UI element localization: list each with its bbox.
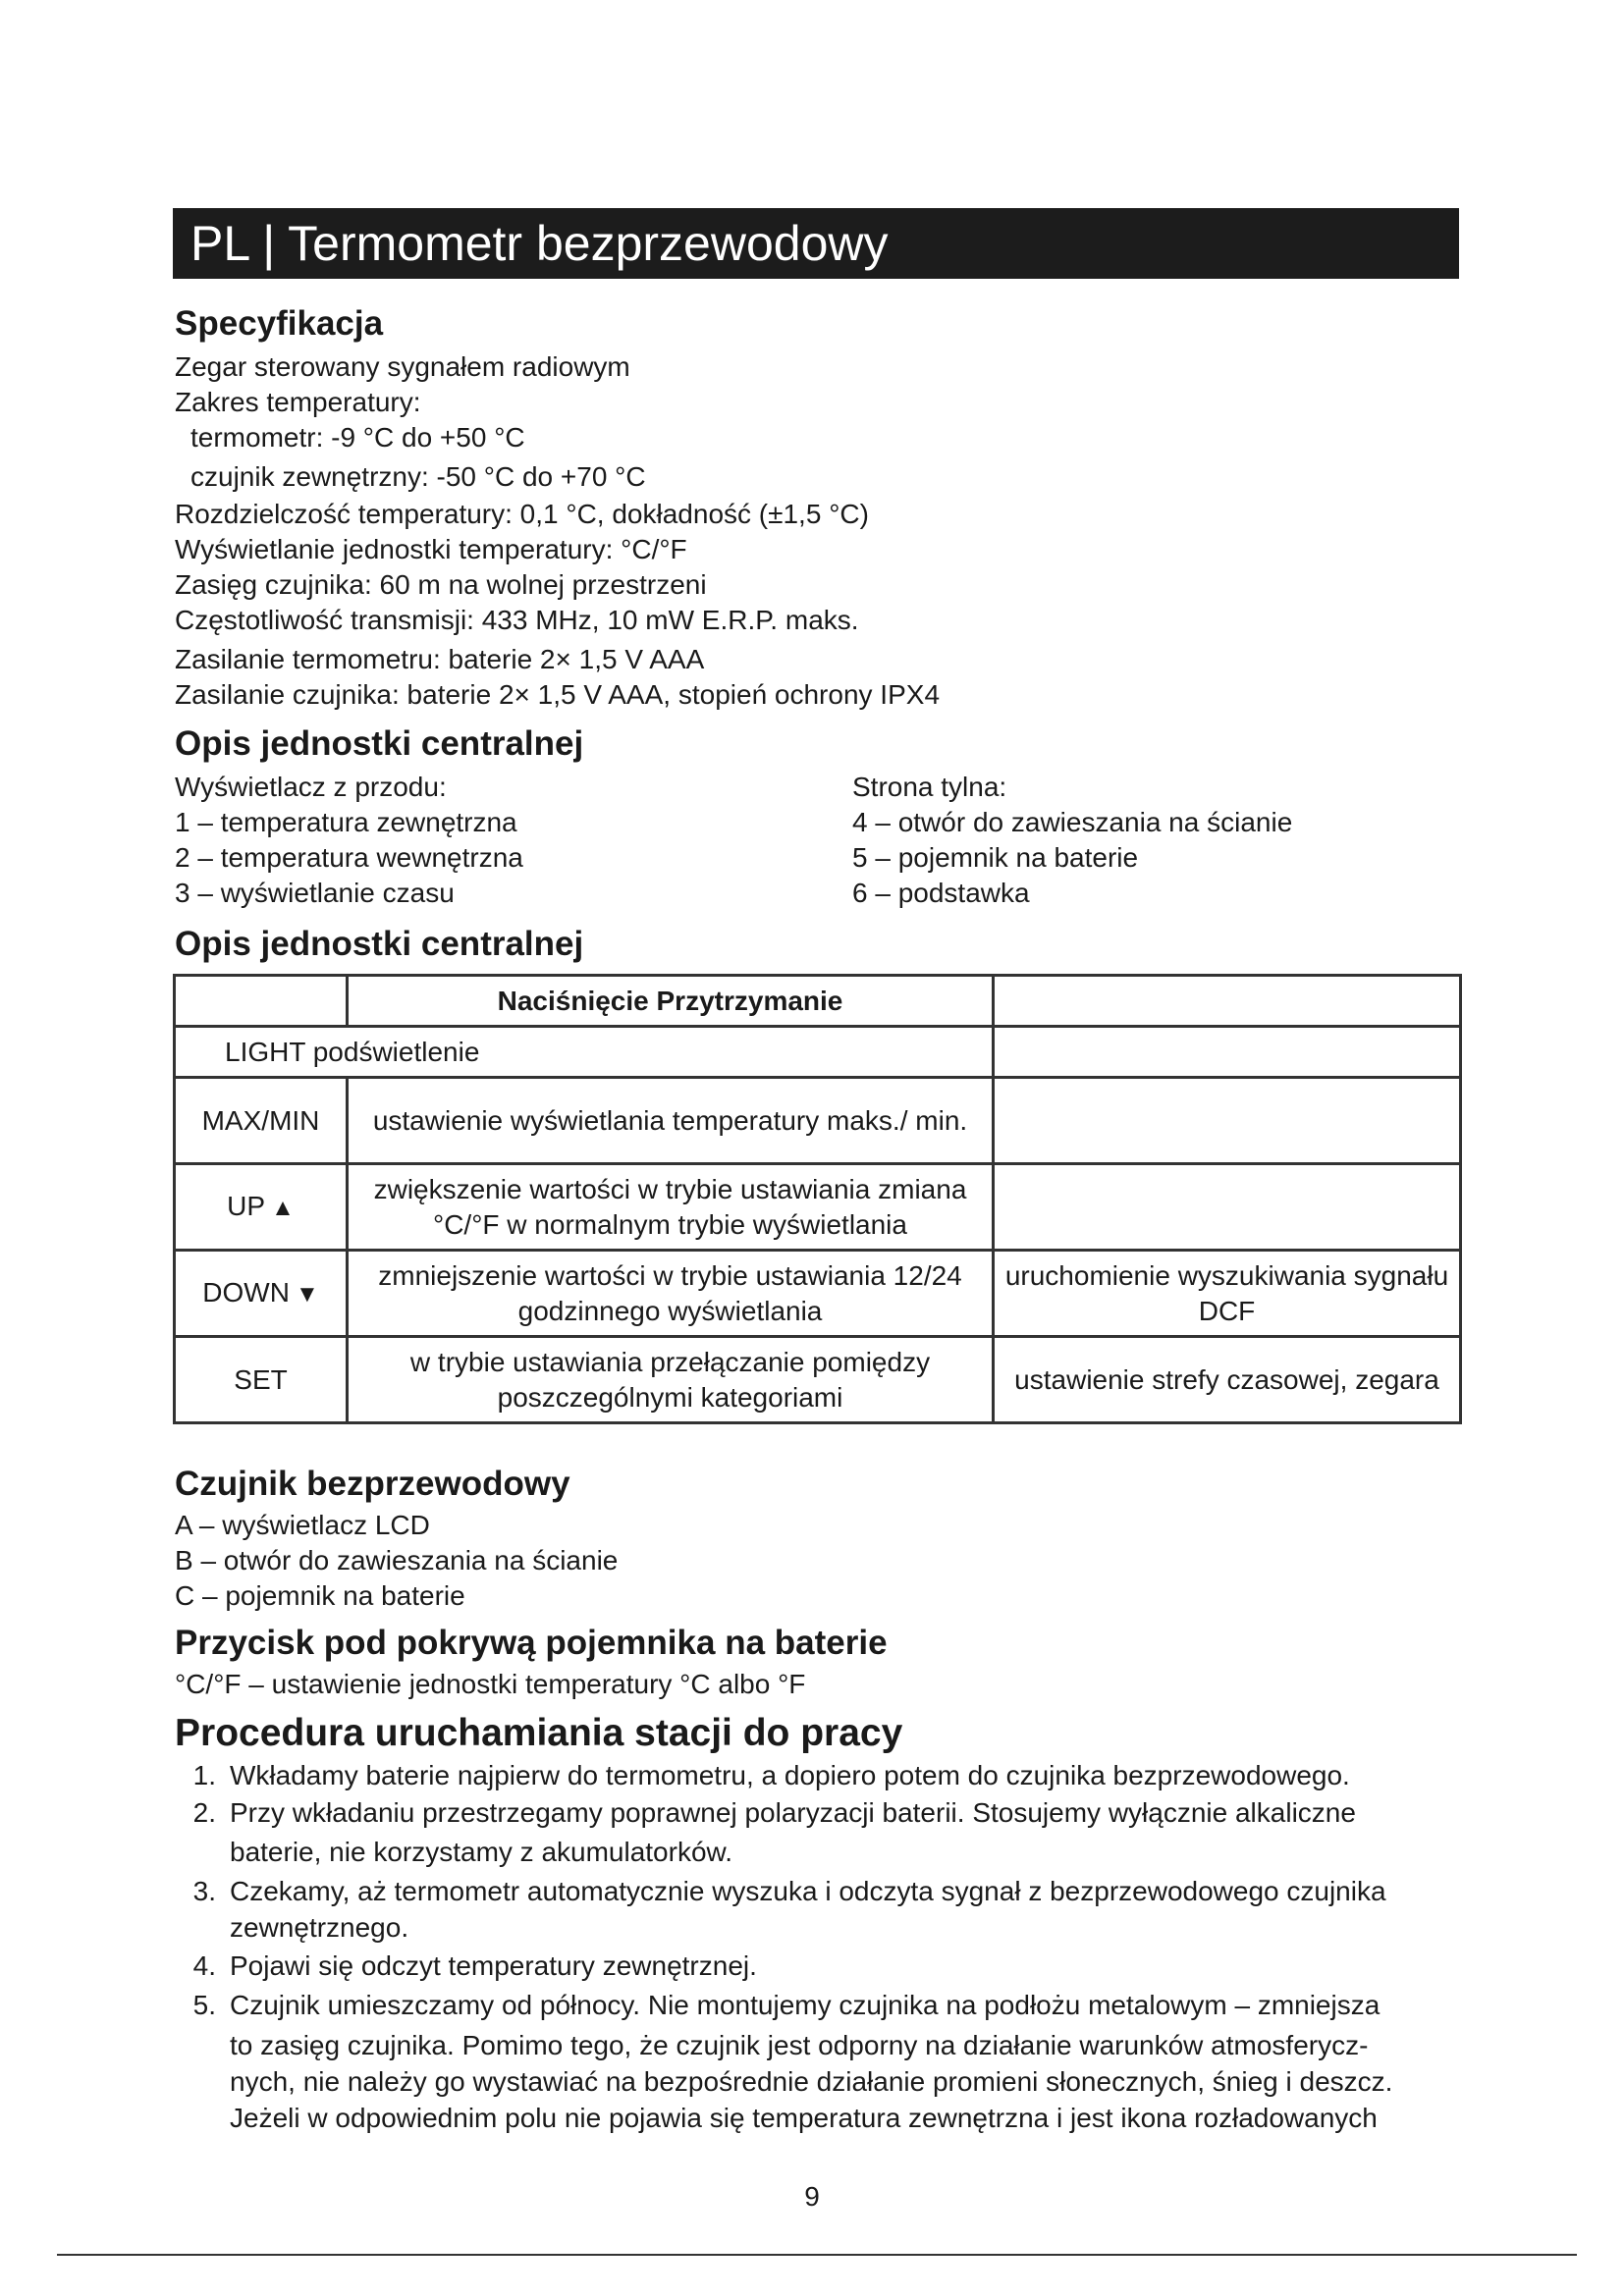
key-cell: SET xyxy=(175,1337,348,1423)
press-cell: w trybie ustawiania przełączanie pomiędzy poszczególnymi kategoriami xyxy=(348,1337,994,1423)
table-row xyxy=(175,1251,1461,1337)
spec-heading: Specyfikacja xyxy=(175,304,384,343)
spec-line: czujnik zewnętrzny: -50 °C do +70 °C xyxy=(190,461,646,492)
sensor-heading: Czujnik bezprzewodowy xyxy=(175,1465,570,1503)
step-line: Pojawi się odczyt temperatury zewnętrznej. xyxy=(230,1950,757,1981)
step-text xyxy=(230,1948,1459,1984)
spec-line: termometr: -9 °C do +50 °C xyxy=(190,422,525,453)
table-row xyxy=(175,1027,1461,1078)
step-line: Czujnik umieszczamy od północy. Nie montujemy czujnika na podłożu metalowym – zmniejsza xyxy=(230,1990,1380,2020)
button-heading: Przycisk pod pokrywą pojemnika na baterie xyxy=(175,1624,888,1662)
key-label: DOWN xyxy=(202,1276,290,1308)
table-row xyxy=(175,1164,1461,1251)
step-number: 2. xyxy=(192,1797,216,1828)
step-number: 5. xyxy=(192,1990,216,2020)
key-cell xyxy=(175,1251,348,1337)
hold-cell xyxy=(994,1078,1461,1164)
step-text xyxy=(230,1757,1459,1793)
hold-cell: uruchomienie wyszukiwania sygnału DCF xyxy=(994,1251,1461,1337)
footer-divider xyxy=(57,2254,1577,2256)
press-cell: zwiększenie wartości w trybie ustawiania zmiana °C/°F w normalnym trybie wyświetlania xyxy=(348,1164,994,1251)
step-number: 3. xyxy=(192,1876,216,1906)
step-line: baterie, nie korzystamy z akumulatorków. xyxy=(230,1837,732,1867)
step-line: Jeżeli w odpowiednim polu nie pojawia się temperatura zewnętrzna i jest ikona rozładowanych xyxy=(230,2103,1378,2133)
table-row xyxy=(175,1078,1461,1164)
sensor-line: A – wyświetlacz LCD xyxy=(175,1510,430,1540)
spec-line: Zasięg czujnika: 60 m na wolnej przestrzeni xyxy=(175,569,707,600)
spec-line: Zakres temperatury: xyxy=(175,387,421,417)
central-heading: Opis jednostki centralnej xyxy=(175,724,584,763)
step-text xyxy=(230,1873,1459,1946)
central-right-line: 6 – podstawka xyxy=(852,878,1030,908)
step-text xyxy=(230,1987,1459,2136)
step-line: Czekamy, aż termometr automatycznie wyszuka i odczyta sygnał z bezprzewodowego czujnika xyxy=(230,1876,1386,1906)
page-title: PL | Termometr bezprzewodowy xyxy=(173,208,1459,279)
spec-line: Zasilanie czujnika: baterie 2× 1,5 V AAA, stopień ochrony IPX4 xyxy=(175,679,941,710)
controls-table xyxy=(173,974,1462,1424)
central-left-line: 3 – wyświetlanie czasu xyxy=(175,878,455,908)
key-cell xyxy=(175,1164,348,1251)
central-left-line: 2 – temperatura wewnętrzna xyxy=(175,842,523,873)
key-label: UP xyxy=(227,1190,266,1221)
step-line: nych, nie należy go wystawiać na bezpośrednie działanie promieni słonecznych, śnieg i deszcz. xyxy=(230,2066,1393,2097)
page-number: 9 xyxy=(804,2181,820,2212)
step-line: to zasięg czujnika. Pomimo tego, że czujnik jest odporny na działanie warunków atmosferycz- xyxy=(230,2030,1369,2060)
step-line: zewnętrznego. xyxy=(230,1912,409,1943)
button-line: °C/°F – ustawienie jednostki temperatury °C albo °F xyxy=(175,1669,806,1699)
procedure-heading: Procedura uruchamiania stacji do pracy xyxy=(175,1712,903,1754)
up-arrow-icon: ▲ xyxy=(271,1194,295,1221)
sensor-line: C – pojemnik na baterie xyxy=(175,1580,465,1611)
spec-line: Rozdzielczość temperatury: 0,1 °C, dokładność (±1,5 °C) xyxy=(175,499,869,529)
key-cell: LIGHT podświetlenie xyxy=(175,1027,994,1078)
step-line: Przy wkładaniu przestrzegamy poprawnej polaryzacji baterii. Stosujemy wyłącznie alkaliczne xyxy=(230,1797,1356,1828)
spec-line: Wyświetlanie jednostki temperatury: °C/°F xyxy=(175,534,687,564)
key-cell: MAX/MIN xyxy=(175,1078,348,1164)
step-line: Wkładamy baterie najpierw do termometru, a dopiero potem do czujnika bezprzewodowego. xyxy=(230,1760,1350,1790)
sensor-line: B – otwór do zawieszania na ścianie xyxy=(175,1545,619,1575)
down-arrow-icon: ▼ xyxy=(295,1280,319,1308)
central-right-line: 4 – otwór do zawieszania na ścianie xyxy=(852,807,1293,837)
header-cell xyxy=(994,976,1461,1027)
central-left-line: 1 – temperatura zewnętrzna xyxy=(175,807,517,837)
header-cell xyxy=(175,976,348,1027)
hold-cell xyxy=(994,1027,1461,1078)
central-right-line: 5 – pojemnik na baterie xyxy=(852,842,1139,873)
central-left-line: Wyświetlacz z przodu: xyxy=(175,772,447,802)
press-cell: zmniejszenie wartości w trybie ustawiania 12/24 godzinnego wyświetlania xyxy=(348,1251,994,1337)
header-cell: Naciśnięcie Przytrzymanie xyxy=(348,976,994,1027)
step-number: 4. xyxy=(192,1950,216,1981)
spec-line: Częstotliwość transmisji: 433 MHz, 10 mW E.R.P. maks. xyxy=(175,605,859,635)
controls-heading: Opis jednostki centralnej xyxy=(175,925,584,963)
step-text xyxy=(230,1794,1459,1870)
press-cell: ustawienie wyświetlania temperatury maks./ min. xyxy=(348,1078,994,1164)
table-header-row xyxy=(175,976,1461,1027)
central-right-line: Strona tylna: xyxy=(852,772,1007,802)
spec-line: Zegar sterowany sygnałem radiowym xyxy=(175,351,630,382)
hold-cell xyxy=(994,1164,1461,1251)
spec-line: Zasilanie termometru: baterie 2× 1,5 V AAA xyxy=(175,644,705,674)
table-row xyxy=(175,1337,1461,1423)
hold-cell: ustawienie strefy czasowej, zegara xyxy=(994,1337,1461,1423)
step-number: 1. xyxy=(192,1760,216,1790)
